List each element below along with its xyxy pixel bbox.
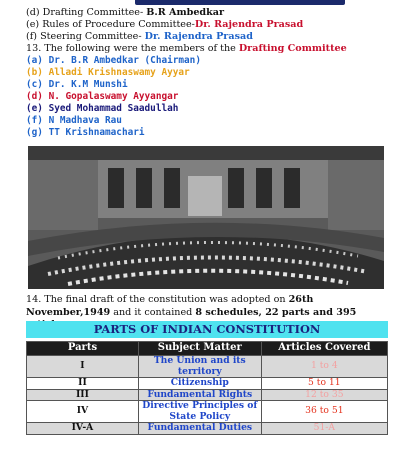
row-subject-cell: Fundamental Duties — [138, 423, 261, 435]
member-list-item: (d) N. Gopalaswamy Ayyangar — [26, 91, 179, 102]
col-articles: Articles Covered — [261, 342, 387, 356]
row-part-cell: IV-A — [27, 423, 139, 435]
member-list-item: (c) Dr. K.M Munshi — [26, 79, 128, 90]
header-banner-strip — [135, 0, 345, 5]
member-list-item: (f) N Madhava Rau — [26, 115, 122, 126]
member-list-item: (a) Dr. B.R Ambedkar (Chairman) — [26, 55, 201, 66]
line-drafting: (d) Drafting Committee- B.R Ambedkar — [26, 7, 225, 18]
member-list-item: (b) Alladi Krishnaswamy Ayyar — [26, 67, 190, 78]
row-part-cell: II — [27, 378, 139, 390]
row-subject-cell: The Union and its territory — [138, 356, 261, 378]
row-part-cell: III — [27, 389, 139, 401]
constituent-assembly-photo — [28, 146, 384, 289]
parts-heading: PARTS OF INDIAN CONSTITUTION — [26, 321, 388, 338]
col-parts: Parts — [27, 342, 139, 356]
row-part-cell: IV — [27, 401, 139, 423]
table-row — [27, 401, 388, 423]
row-articles-cell: 36 to 51 — [261, 401, 387, 423]
row-subject-cell: Directive Principles of State Policy — [138, 401, 261, 423]
row-subject-cell: Citizenship — [138, 378, 261, 390]
col-subject: Subject Matter — [138, 342, 261, 356]
parts-table — [26, 341, 388, 435]
row-articles-cell: 1 to 4 — [261, 356, 387, 378]
table-row — [27, 389, 388, 401]
member-list-item: (e) Syed Mohammad Saadullah — [26, 103, 179, 114]
q13-line: 13. The following were the members of the Drafting Committee — [26, 43, 347, 54]
table-row — [27, 423, 388, 435]
line-rules: (e) Rules of Procedure Committee-Dr. Rajendra Prasad — [26, 19, 304, 30]
q14-paragraph: 14. The final draft of the constitution was adopted on 26th November,1949 and it contained 8 schedules, 22 parts and 395 — [26, 294, 357, 318]
row-part-cell: I — [27, 356, 139, 378]
member-list-item: (g) TT Krishnamachari — [26, 127, 145, 138]
assembly-hall-illustration — [28, 146, 384, 289]
row-articles-cell: 12 to 35 — [261, 389, 387, 401]
row-articles-cell: 51-A — [261, 423, 387, 435]
row-articles-cell: 5 to 11 — [261, 378, 387, 390]
row-subject-cell: Fundamental Rights — [138, 389, 261, 401]
table-row — [27, 378, 388, 390]
line-steering: (f) Steering Committee- Dr. Rajendra Prasad — [26, 31, 253, 42]
table-header-row — [27, 342, 388, 356]
table-row — [27, 356, 388, 378]
